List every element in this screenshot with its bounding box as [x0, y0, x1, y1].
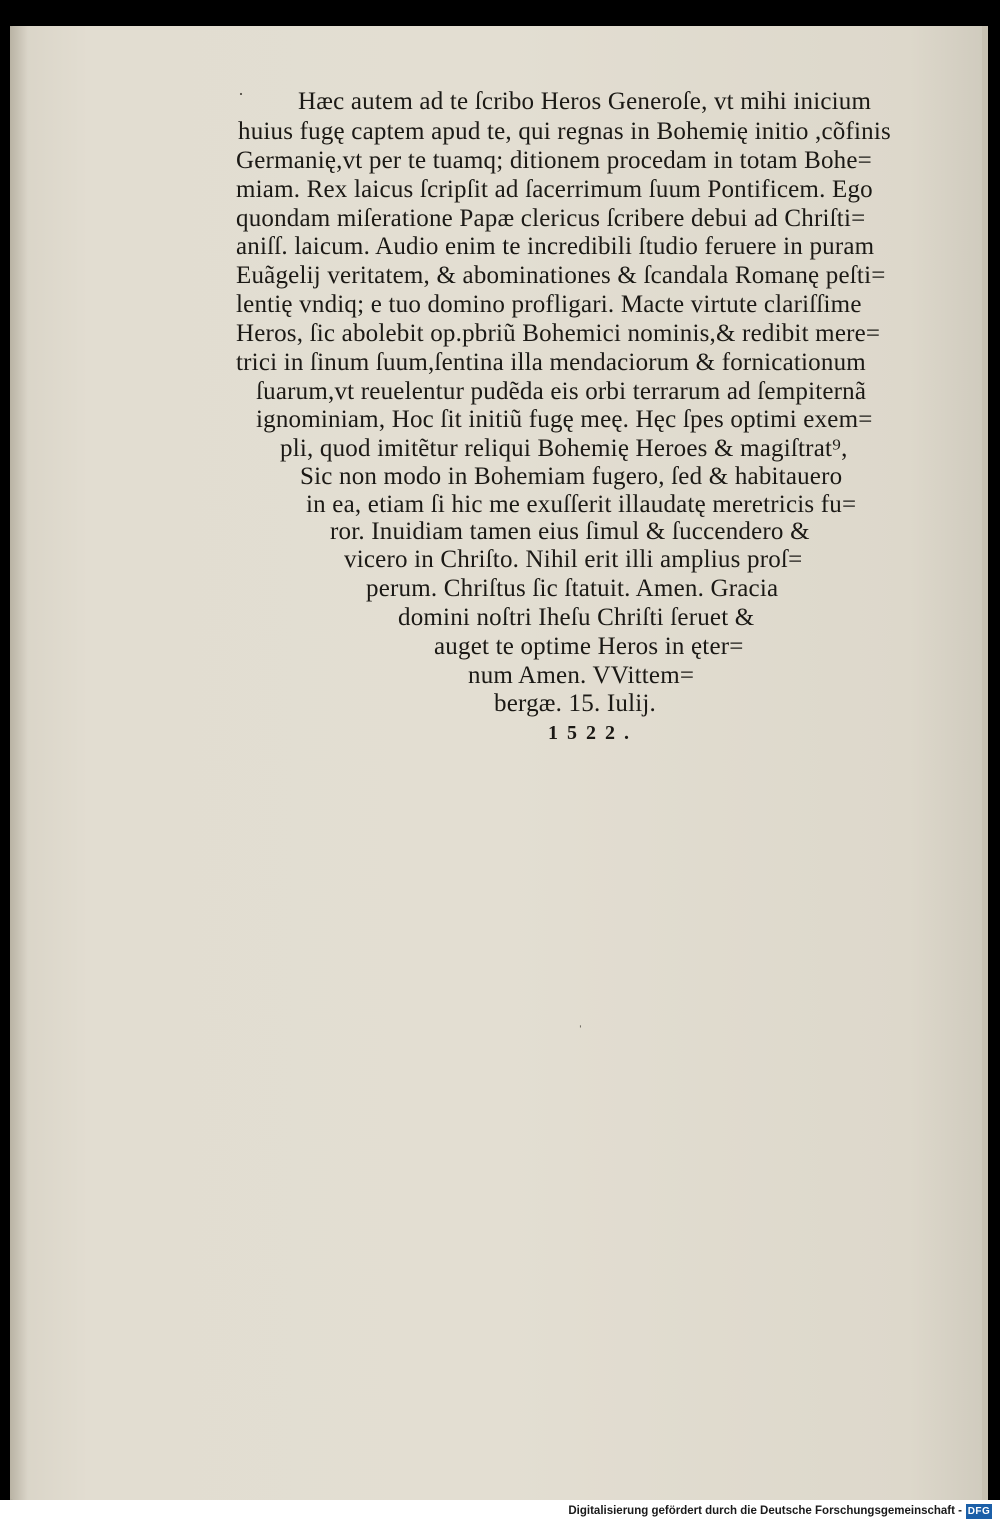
- ink-speck: ˈ: [578, 1024, 583, 1039]
- text-line: Hæc autem ad te ſcribo Heros Generoſe, vt mihi inicium: [298, 88, 872, 115]
- page-edge: [982, 26, 988, 1500]
- text-line: pli, quod imitẽtur reliqui Bohemię Heroes & magiſtrat⁹,: [280, 435, 848, 462]
- text-line: num Amen. VVittem=: [468, 662, 695, 689]
- text-line: Euãgelij veritatem, & abominationes & ſcandala Romanę peſti=: [236, 262, 886, 289]
- text-line: lentię vndiq; e tuo domino profligari. Macte virtute clariſſime: [236, 291, 862, 318]
- digitization-credit: Digitalisierung gefördert durch die Deutsche Forschungsgemeinschaft -: [568, 1505, 962, 1517]
- text-line: trici in ſinum ſuum,ſentina illa mendaciorum & fornicationum: [236, 349, 866, 376]
- page-gutter-shadow: [10, 26, 28, 1500]
- text-line: aniſſ. laicum. Audio enim te incredibili ſtudio feruere in puram: [236, 233, 875, 260]
- year-line: 1522.: [548, 722, 638, 744]
- text-line: in ea, etiam ſi hic me exuſſerit illaudatę meretricis fu=: [306, 491, 857, 518]
- text-line: Sic non modo in Bohemiam fugero, ſed & habitauero: [300, 463, 843, 490]
- text-line: auget te optime Heros in ęter=: [434, 633, 744, 660]
- text-line: perum. Chriſtus ſic ſtatuit. Amen. Gracia: [366, 575, 779, 602]
- text-line: domini noſtri Iheſu Chriſti ſeruet &: [398, 604, 755, 631]
- text-line: Heros, ſic abolebit op.pbriũ Bohemici nominis,& redibit mere=: [236, 320, 881, 347]
- text-line: ror. Inuidiam tamen eius ſimul & ſuccendero &: [330, 518, 810, 545]
- text-line: ignominiam, Hoc ſit initiũ fugę meę. Hęc ſpes optimi exem=: [256, 406, 873, 433]
- dfg-logo: DFG: [967, 1506, 991, 1517]
- text-line: bergæ. 15. Iulij.: [494, 690, 656, 717]
- text-line: vicero in Chriſto. Nihil erit illi amplius proſ=: [344, 546, 803, 573]
- text-line: huius fugę captem apud te, qui regnas in Bohemię initio ,cõfinis: [238, 118, 891, 145]
- text-line: miam. Rex laicus ſcripſit ad ſacerrimum ſuum Pontificem. Ego: [236, 176, 873, 203]
- text-line: ſuarum,vt reuelentur pudẽda eis orbi terrarum ad ſempiternã: [256, 378, 867, 405]
- text-line: Germanię,vt per te tuamq; ditionem procedam in totam Bohe=: [236, 147, 872, 174]
- ink-speck: ·: [238, 84, 244, 104]
- text-line: quondam miſeratione Papæ clericus ſcribere debui ad Chriſti=: [236, 205, 866, 232]
